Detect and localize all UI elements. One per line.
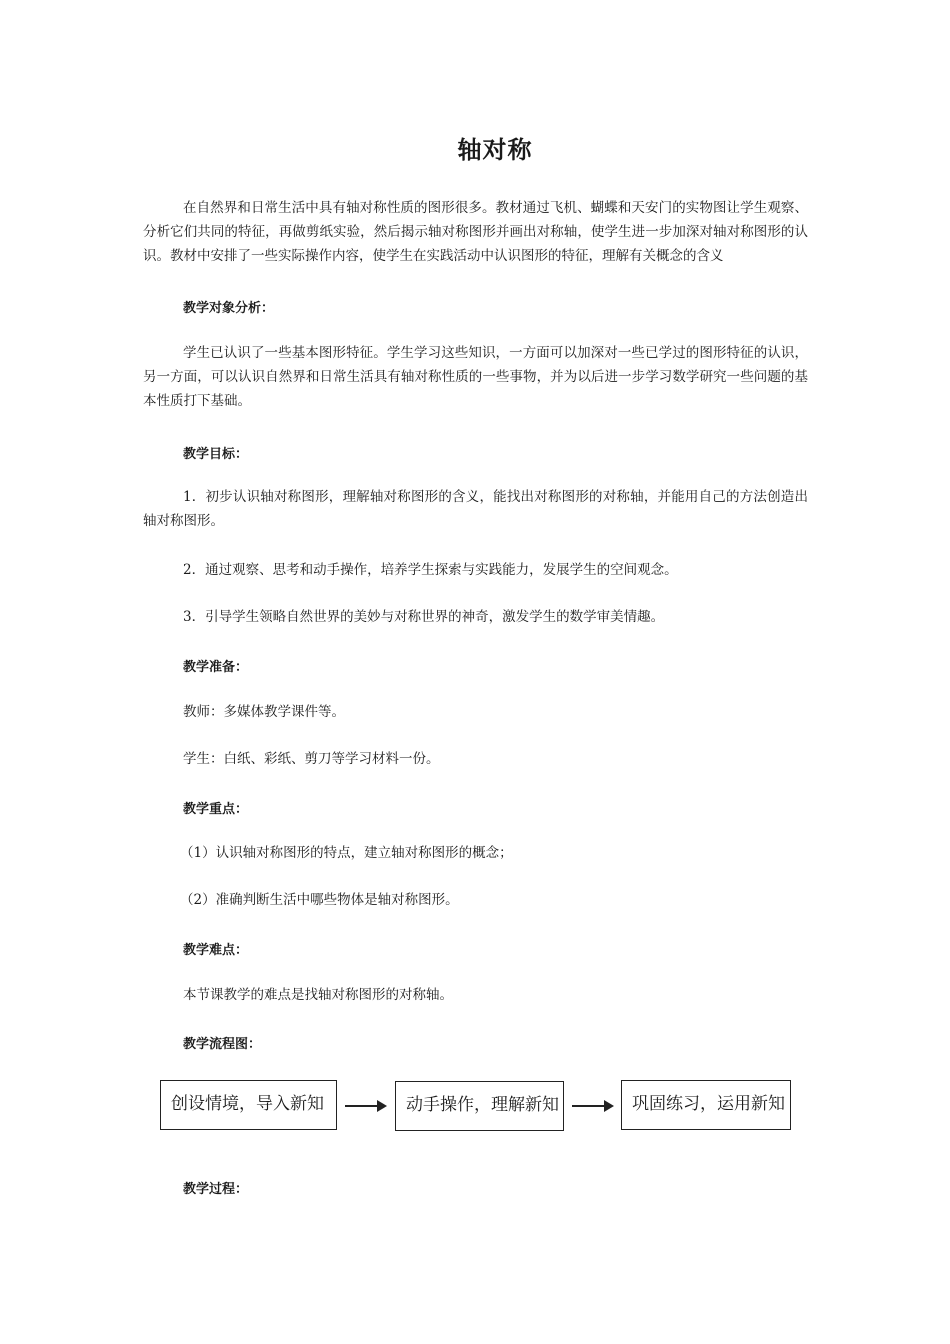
flow-step-1: [160, 1080, 337, 1130]
goal-1: 1．初步认识轴对称图形，理解轴对称图形的含义，能找出对称图形的对称轴，并能用自己的方法创造出轴对称图形。: [143, 489, 808, 529]
flow-heading: 教学流程图：: [183, 1037, 262, 1052]
flow-arrow-1: [345, 1105, 385, 1107]
key-point-2: （2）准确判断生活中哪些物体是轴对称图形。: [180, 892, 459, 908]
key-point-1: （1）认识轴对称图形的特点，建立轴对称图形的概念；: [180, 845, 513, 861]
intro-paragraph: 在自然界和日常生活中具有轴对称性质的图形很多。教材通过飞机、蝴蝶和天安门的实物图让学生观察、分析它们共同的特征，再做剪纸实验，然后揭示轴对称图形并画出对称轴，使学生进一步加深对轴对称图形的认识。教材中安排了一些实际操作内容，使学生在实践活动中认识图形的特征，理解有关概念的含义: [143, 200, 808, 264]
flow-step-1-label: 创设情境，导入新知: [171, 1094, 324, 1114]
flow-step-3-label: 巩固练习，运用新知: [632, 1094, 785, 1114]
prep-heading: 教学准备：: [183, 660, 249, 675]
page-title: 轴对称: [457, 136, 533, 164]
flow-step-2-label: 动手操作，理解新知: [406, 1095, 559, 1115]
prep-student: 学生：白纸、彩纸、剪刀等学习材料一份。: [183, 751, 440, 767]
flow-step-3: [621, 1080, 791, 1130]
flow-arrow-2: [572, 1105, 612, 1107]
process-heading: 教学过程：: [183, 1182, 249, 1197]
goal-2: 2．通过观察、思考和动手操作，培养学生探索与实践能力，发展学生的空间观念。: [183, 562, 678, 578]
difficulty-text: 本节课教学的难点是找轴对称图形的对称轴。: [183, 987, 453, 1003]
flow-step-2: [395, 1081, 564, 1131]
key-heading: 教学重点：: [183, 802, 249, 817]
analysis-heading: 教学对象分析：: [183, 301, 275, 316]
analysis-paragraph: 学生已认识了一些基本图形特征。学生学习这些知识，一方面可以加深对一些已学过的图形特征的认识，另一方面，可以认识自然界和日常生活具有轴对称性质的一些事物，并为以后进一步学习数学研究一些问题的基本性质打下基础。: [143, 345, 808, 409]
prep-teacher: 教师：多媒体教学课件等。: [183, 704, 345, 720]
difficulty-heading: 教学难点：: [183, 943, 249, 958]
goal-3: 3．引导学生领略自然世界的美妙与对称世界的神奇，激发学生的数学审美情趣。: [183, 609, 665, 625]
goals-heading: 教学目标：: [183, 447, 249, 462]
